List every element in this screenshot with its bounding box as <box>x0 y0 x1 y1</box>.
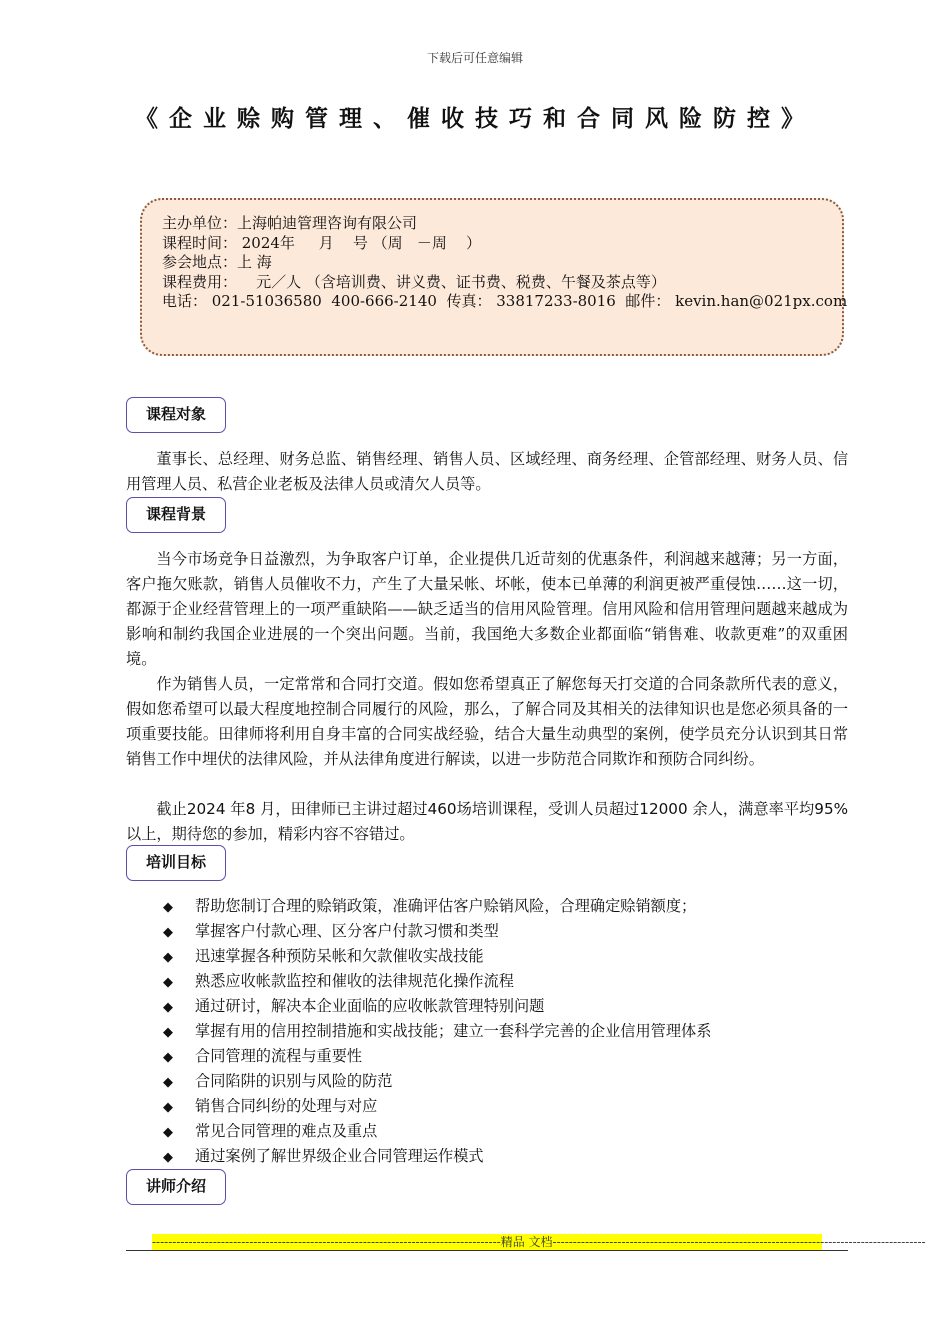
background-paragraph-3 <box>126 797 848 847</box>
p3-number: 460 <box>427 800 457 818</box>
goal-item <box>163 1094 711 1119</box>
goal-text: 合同陷阱的识别与风险的防范 <box>195 1072 393 1090</box>
goal-text: 掌握有用的信用控制措施和实战技能；建立一套科学完善的企业信用管理体系 <box>195 1022 712 1040</box>
audience-paragraph: 董事长、总经理、财务总监、销售经理、销售人员、区域经理、商务经理、企管部经理、财务人员、信用管理人员、私营企业老板及法律人员或清欠人员等。 <box>126 450 848 493</box>
diamond-bullet-icon: ◆ <box>163 1025 173 1040</box>
p3-text: 余人，满意率平均 <box>687 800 815 818</box>
footer-dashes: -------------------------------------------------------------------------------------- <box>152 1235 501 1249</box>
goal-text: 销售合同纠纷的处理与对应 <box>195 1097 378 1115</box>
goal-text: 迅速掌握各种预防呆帐和欠款催收实战技能 <box>195 947 484 965</box>
goal-text: 通过案例了解世界级企业合同管理运作模式 <box>195 1147 484 1165</box>
diamond-bullet-icon: ◆ <box>163 975 173 990</box>
goal-item <box>163 1069 711 1094</box>
background-paragraph-2: 作为销售人员，一定常常和合同打交道。假如您希望真正了解您每天打交道的合同条款所代表的意义，假如您希望可以最大程度地控制合同履行的风险，那么，了解合同及其相关的法律知识也是您必须具备的一项重要技能。田律师将利用自身丰富的合同实战经验，结合大量生动典型的案例，使学员充分认识到其日常销售工作中埋伏的法律风险，并从法律角度进行解读，以进一步防范合同欺诈和预防合同纠纷。 <box>126 675 848 768</box>
goal-item <box>163 1019 711 1044</box>
goal-item <box>163 894 711 919</box>
footer-watermark <box>152 1234 926 1250</box>
diamond-bullet-icon: ◆ <box>163 1125 173 1140</box>
footer-divider <box>126 1250 848 1251</box>
diamond-bullet-icon: ◆ <box>163 1000 173 1015</box>
goals-list <box>163 894 711 1169</box>
p3-text: 年 <box>230 800 246 818</box>
p3-text: 截止 <box>156 800 187 818</box>
course-time-line: 课程时间： 2024年 月 号 （周 －周 ） <box>162 233 482 252</box>
goal-text: 常见合同管理的难点及重点 <box>195 1122 378 1140</box>
section-label-teacher: 讲师介绍 <box>126 1169 226 1205</box>
diamond-bullet-icon: ◆ <box>163 1075 173 1090</box>
section-label-goals: 培训目标 <box>126 845 226 881</box>
goal-item <box>163 944 711 969</box>
diamond-bullet-icon: ◆ <box>163 1050 173 1065</box>
section-label-background: 课程背景 <box>126 497 226 533</box>
goal-item <box>163 1044 711 1069</box>
course-info-box <box>140 198 848 356</box>
p3-number: 12000 <box>639 800 688 818</box>
diamond-bullet-icon: ◆ <box>163 1100 173 1115</box>
goal-text: 熟悉应收帐款监控和催收的法律规范化操作流程 <box>195 972 514 990</box>
p3-text: 场培训课程，受训人员超过 <box>456 800 640 818</box>
background-paragraph-1: 当今市场竞争日益激烈，为争取客户订单，企业提供几近苛刻的优惠条件，利润越来越薄；另一方面，客户拖欠账款，销售人员催收不力，产生了大量呆帐、坏帐，使本已单薄的利润更被严重侵蚀……这一切，都源于企业经营管理上的一项严重缺陷——缺乏适当的信用风险管理。信用风险和信用管理问题越来越成为影响和制约我国企业进展的一个突出问题。当前，我国绝大多数企业都面临“销售难、收款更难”的双重困境。 <box>126 550 848 668</box>
contact-line: 电话： 021-51036580 400-666-2140 传真： 33817233-8016 邮件： kevin.han@021px.com <box>162 292 848 310</box>
goal-item <box>163 969 711 994</box>
p3-number: 2024 <box>186 800 231 818</box>
p3-text: 以上，期待您的参加，精彩内容不容错过。 <box>126 825 415 843</box>
footer-text: 精品 文档 <box>500 1235 553 1249</box>
goal-item <box>163 1119 711 1144</box>
goal-text: 掌握客户付款心理、区分客户付款习惯和类型 <box>195 922 499 940</box>
header-note: 下载后可任意编辑 <box>426 51 523 65</box>
goal-text: 通过研讨，解决本企业面临的应收帐款管理特别问题 <box>195 997 545 1015</box>
fee-line: 课程费用： 元／人 （含培训费、讲义费、证书费、税费、午餐及茶点等） <box>162 272 666 291</box>
goal-text: 帮助您制订合理的赊销政策，准确评估客户赊销风险，合理确定赊销额度； <box>195 897 697 915</box>
p3-text: 月，田律师已主讲过超过 <box>260 800 428 818</box>
goal-item <box>163 994 711 1019</box>
section-label-audience: 课程对象 <box>126 397 226 433</box>
venue-line: 参会地点：上 海 <box>162 253 272 271</box>
p3-number: 8 <box>245 800 261 818</box>
organizer-line: 主办单位：上海帕迪管理咨询有限公司 <box>162 214 418 232</box>
diamond-bullet-icon: ◆ <box>163 925 173 940</box>
p3-number: 95% <box>814 800 849 818</box>
diamond-bullet-icon: ◆ <box>163 1150 173 1165</box>
diamond-bullet-icon: ◆ <box>163 900 173 915</box>
document-title: 《企业赊购管理、催收技巧和合同风险防控》 <box>135 105 815 132</box>
diamond-bullet-icon: ◆ <box>163 950 173 965</box>
goal-item <box>163 1144 711 1169</box>
goal-item <box>163 919 711 944</box>
goal-text: 合同管理的流程与重要性 <box>195 1047 363 1065</box>
footer-dashes: -------------------------------------------------------------------------------------------- <box>552 1235 926 1249</box>
